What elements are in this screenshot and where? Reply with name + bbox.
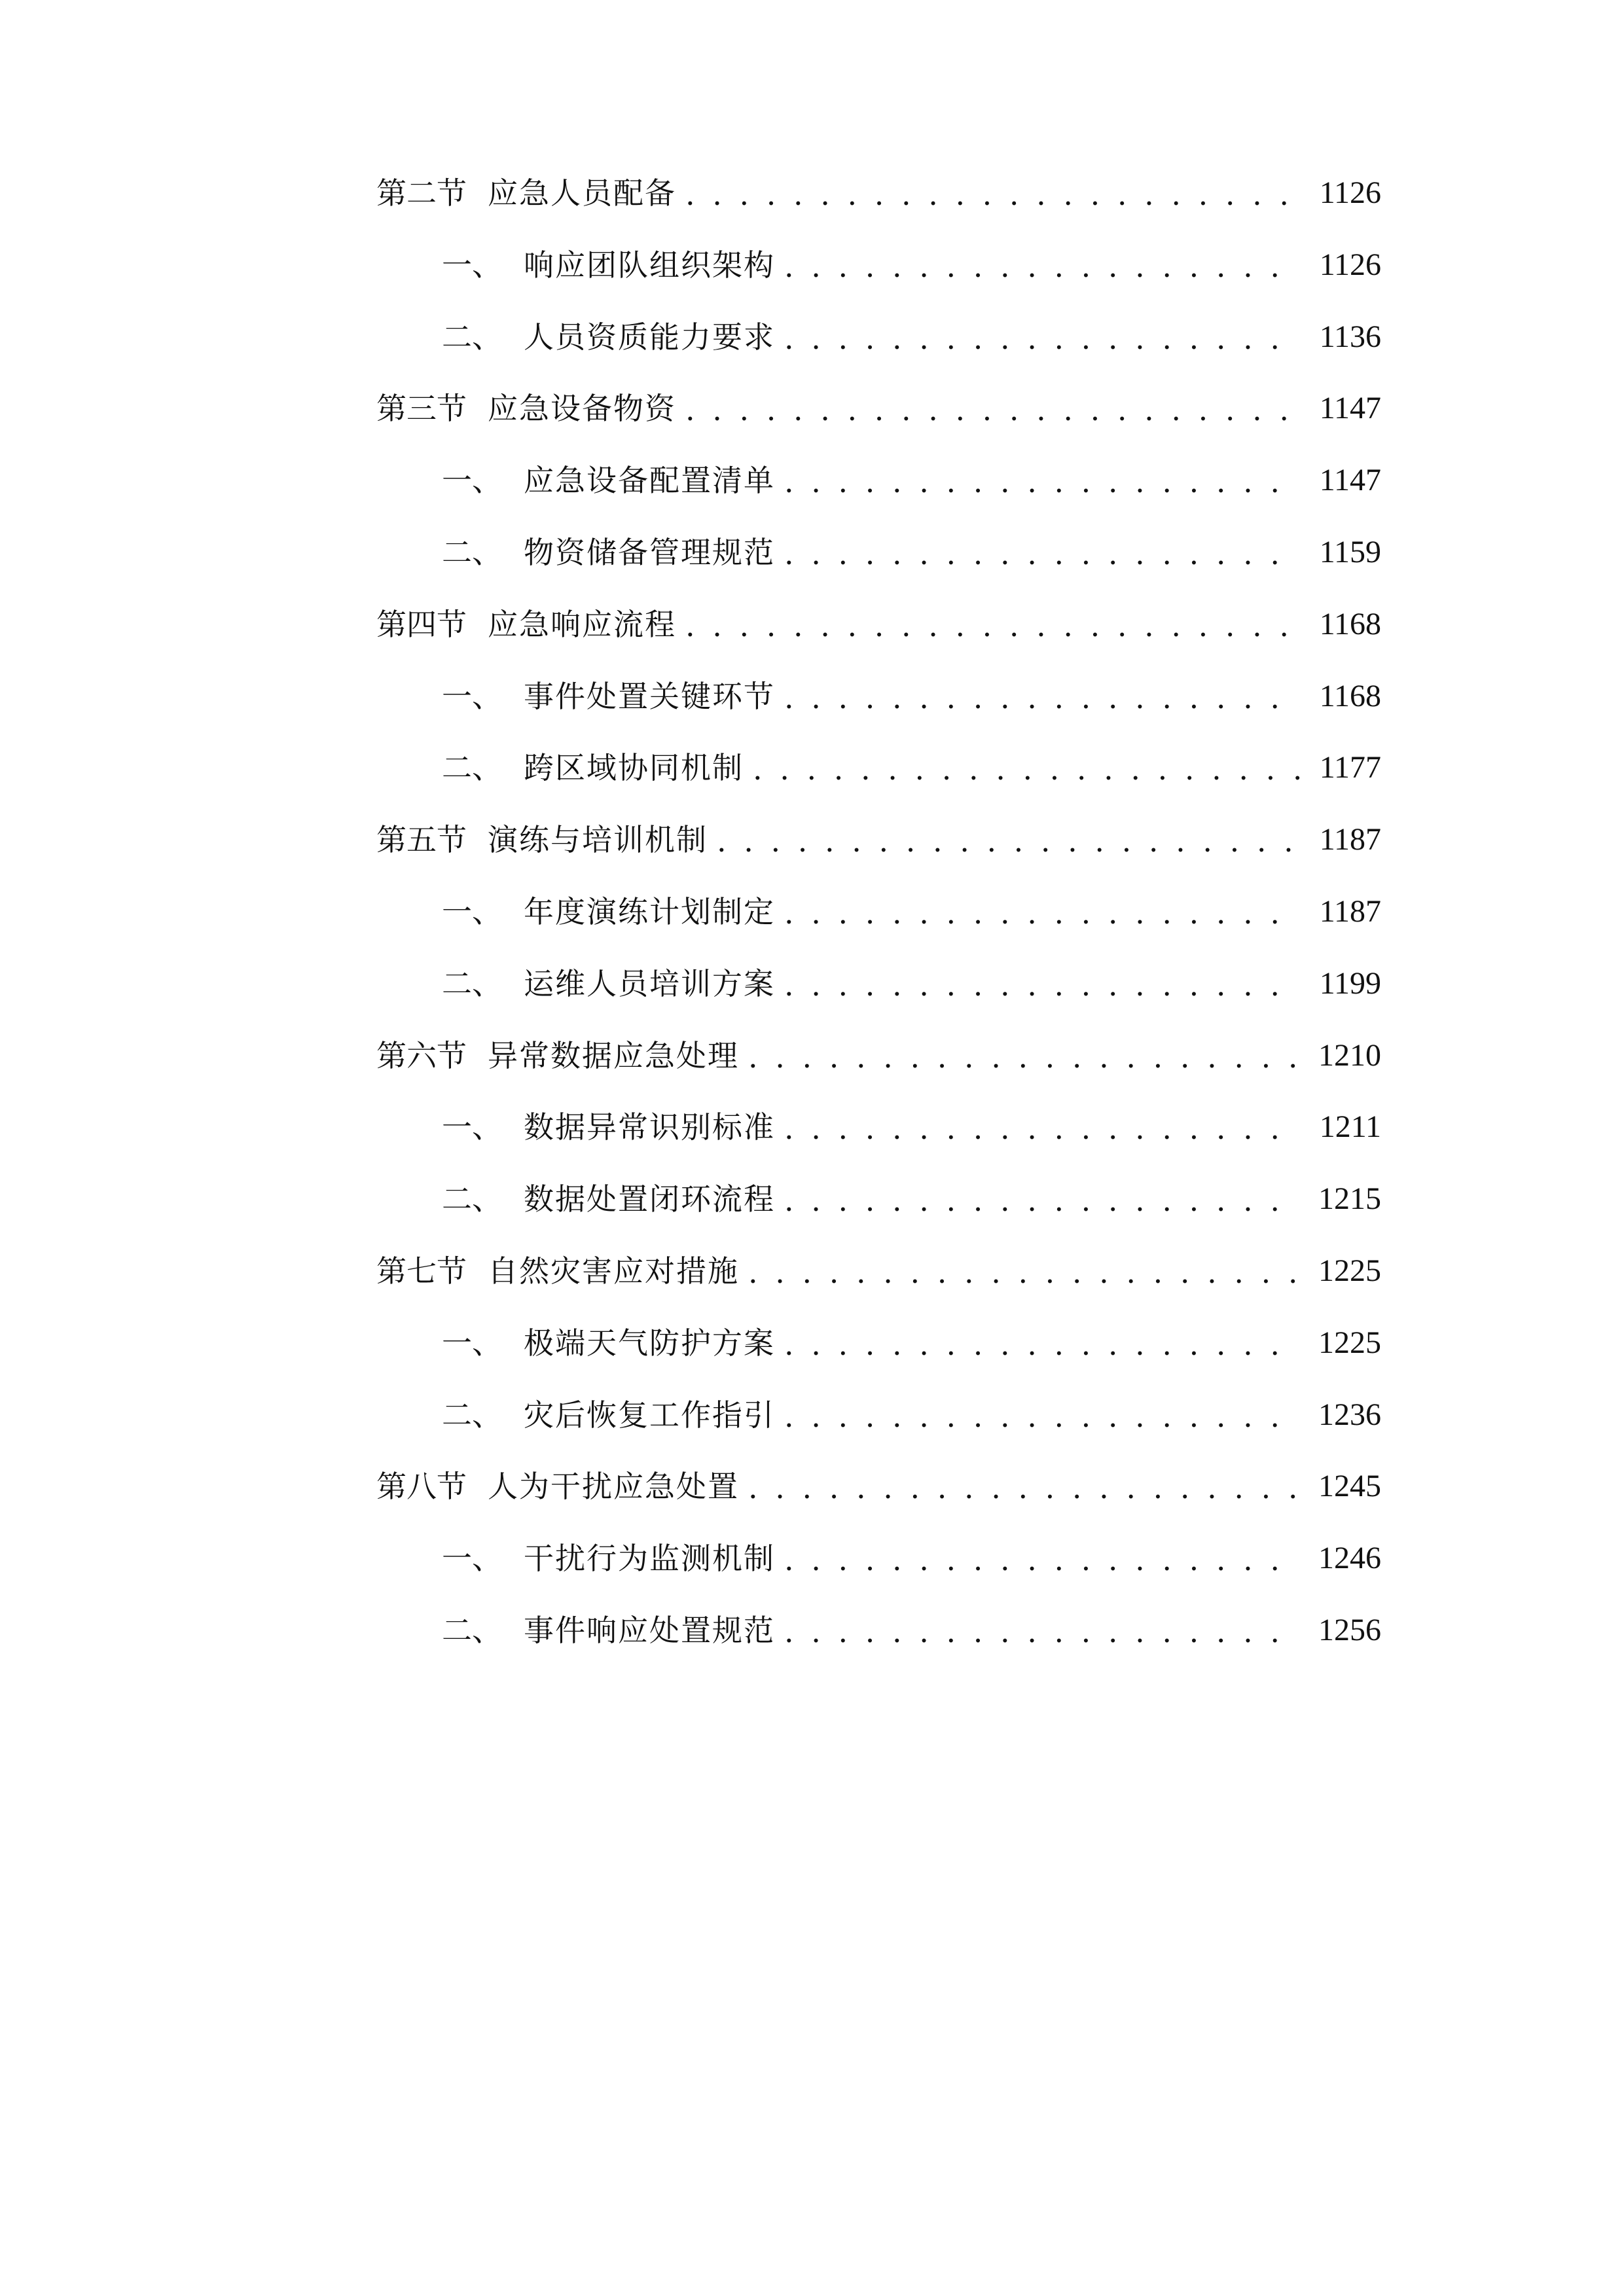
toc-page-number: 1177: [1319, 750, 1381, 785]
toc-entry-title: 演练与培训机制: [488, 822, 708, 858]
toc-entry-title: 极端天气防护方案: [524, 1325, 775, 1361]
toc-entry-title: 应急设备配置清单: [524, 463, 775, 499]
dot-leader: [784, 1102, 1300, 1155]
toc-entry-number: 一、: [442, 1325, 502, 1361]
toc-entry-number: 第三节: [376, 391, 467, 427]
toc-subsection-row[interactable]: [376, 526, 1381, 579]
dot-leader: [784, 1174, 1300, 1227]
toc-subsection-row[interactable]: [376, 1389, 1381, 1441]
toc-section-row[interactable]: [376, 598, 1381, 651]
toc-entry-number: 一、: [442, 894, 502, 929]
toc-entry-title: 事件处置关键环节: [524, 678, 775, 714]
toc-subsection-row[interactable]: [376, 958, 1381, 1010]
toc-entry-title: 应急响应流程: [488, 606, 676, 642]
dot-leader: [784, 1318, 1300, 1371]
toc-subsection-row[interactable]: [376, 1317, 1381, 1369]
dot-leader: [784, 887, 1300, 939]
dot-leader: [748, 1462, 1300, 1514]
toc-entry-title: 运维人员培训方案: [524, 965, 775, 1001]
dot-leader: [685, 168, 1300, 221]
toc-page-number: 1159: [1319, 535, 1381, 569]
toc-page-number: 1168: [1319, 678, 1381, 713]
toc-page-number: 1147: [1319, 463, 1381, 498]
toc-page-number: 1246: [1318, 1541, 1381, 1576]
toc-page-number: 1147: [1319, 391, 1381, 426]
toc-entry-title: 人为干扰应急处置: [488, 1469, 739, 1505]
dot-leader: [784, 528, 1300, 580]
toc-page-number: 1225: [1318, 1253, 1381, 1288]
toc-subsection-row[interactable]: [376, 1173, 1381, 1225]
toc-entry-number: 一、: [442, 247, 502, 283]
toc-entry-title: 人员资质能力要求: [524, 319, 775, 355]
toc-subsection-row[interactable]: [376, 311, 1381, 363]
toc-page-number: 1210: [1318, 1037, 1381, 1073]
toc-section-row[interactable]: [376, 167, 1381, 219]
dot-leader: [784, 240, 1300, 293]
toc-entry-number: 第八节: [376, 1469, 467, 1505]
toc-page-number: 1136: [1319, 319, 1381, 354]
toc-page-number: 1245: [1318, 1469, 1381, 1504]
toc-entry-title: 应急设备物资: [488, 391, 676, 427]
toc-section-row[interactable]: [376, 1245, 1381, 1297]
dot-leader: [784, 1534, 1300, 1586]
toc-entry-number: 二、: [442, 1613, 502, 1648]
toc-page-number: 1215: [1318, 1181, 1381, 1217]
toc-entry-number: 一、: [442, 463, 502, 499]
dot-leader: [784, 456, 1300, 508]
toc-section-row[interactable]: [376, 1030, 1381, 1082]
toc-entry-title: 自然灾害应对措施: [488, 1253, 739, 1289]
toc-subsection-row[interactable]: [376, 886, 1381, 938]
toc-section-row[interactable]: [376, 1460, 1381, 1513]
toc-entry-title: 数据处置闭环流程: [524, 1181, 775, 1217]
toc-page-number: 1126: [1319, 175, 1381, 210]
toc-section-row[interactable]: [376, 382, 1381, 435]
toc-entry-title: 年度演练计划制定: [524, 894, 775, 929]
toc-entry-title: 干扰行为监测机制: [524, 1541, 775, 1577]
toc-entry-number: 二、: [442, 1397, 502, 1433]
toc-entry-number: 第六节: [376, 1037, 467, 1073]
toc-entry-title: 应急人员配备: [488, 175, 676, 211]
toc-entry-title: 跨区域协同机制: [524, 750, 744, 786]
toc-subsection-row[interactable]: [376, 1101, 1381, 1153]
toc-entry-title: 事件响应处置规范: [524, 1613, 775, 1648]
dot-leader: [784, 312, 1300, 365]
toc-entry-number: 二、: [442, 1181, 502, 1217]
toc-entry-number: 第四节: [376, 606, 467, 642]
toc-entry-number: 第七节: [376, 1253, 467, 1289]
dot-leader: [748, 1031, 1300, 1083]
toc-page-number: 1211: [1319, 1109, 1381, 1145]
dot-leader: [685, 600, 1300, 652]
toc-page-number: 1225: [1318, 1325, 1381, 1360]
toc-page-number: 1256: [1318, 1613, 1381, 1647]
toc-page-number: 1168: [1319, 606, 1381, 641]
toc-page-number: 1126: [1319, 247, 1381, 282]
toc-entry-number: 一、: [442, 1109, 502, 1145]
dot-leader: [748, 1246, 1300, 1299]
toc-entry-number: 二、: [442, 750, 502, 786]
toc-entry-title: 数据异常识别标准: [524, 1109, 775, 1145]
toc-page-number: 1236: [1318, 1397, 1381, 1432]
toc-subsection-row[interactable]: [376, 670, 1381, 723]
dot-leader: [717, 815, 1300, 867]
dot-leader: [784, 1605, 1300, 1658]
toc-entry-title: 物资储备管理规范: [524, 535, 775, 570]
toc-entry-number: 二、: [442, 319, 502, 355]
dot-leader: [753, 743, 1300, 795]
toc-entry-title: 灾后恢复工作指引: [524, 1397, 775, 1433]
toc-entry-number: 第五节: [376, 822, 467, 858]
toc-page-number: 1187: [1319, 894, 1381, 929]
dot-leader: [784, 959, 1300, 1011]
toc-page-number: 1187: [1319, 822, 1381, 857]
toc-entry-title: 异常数据应急处理: [488, 1037, 739, 1073]
toc-page-number: 1199: [1319, 965, 1381, 1001]
toc-entry-number: 一、: [442, 1541, 502, 1577]
toc-entry-number: 二、: [442, 965, 502, 1001]
toc-entry-number: 一、: [442, 678, 502, 714]
toc-entry-title: 响应团队组织架构: [524, 247, 775, 283]
dot-leader: [784, 1390, 1300, 1443]
toc-subsection-row[interactable]: [376, 454, 1381, 507]
toc-entry-number: 第二节: [376, 175, 467, 211]
dot-leader: [784, 672, 1300, 724]
toc-subsection-row[interactable]: [376, 1532, 1381, 1585]
toc-section-row[interactable]: [376, 814, 1381, 866]
toc-subsection-row[interactable]: [376, 742, 1381, 794]
toc-entry-number: 二、: [442, 535, 502, 570]
toc-subsection-row[interactable]: [376, 1604, 1381, 1657]
dot-leader: [685, 384, 1300, 436]
toc-subsection-row[interactable]: [376, 239, 1381, 291]
